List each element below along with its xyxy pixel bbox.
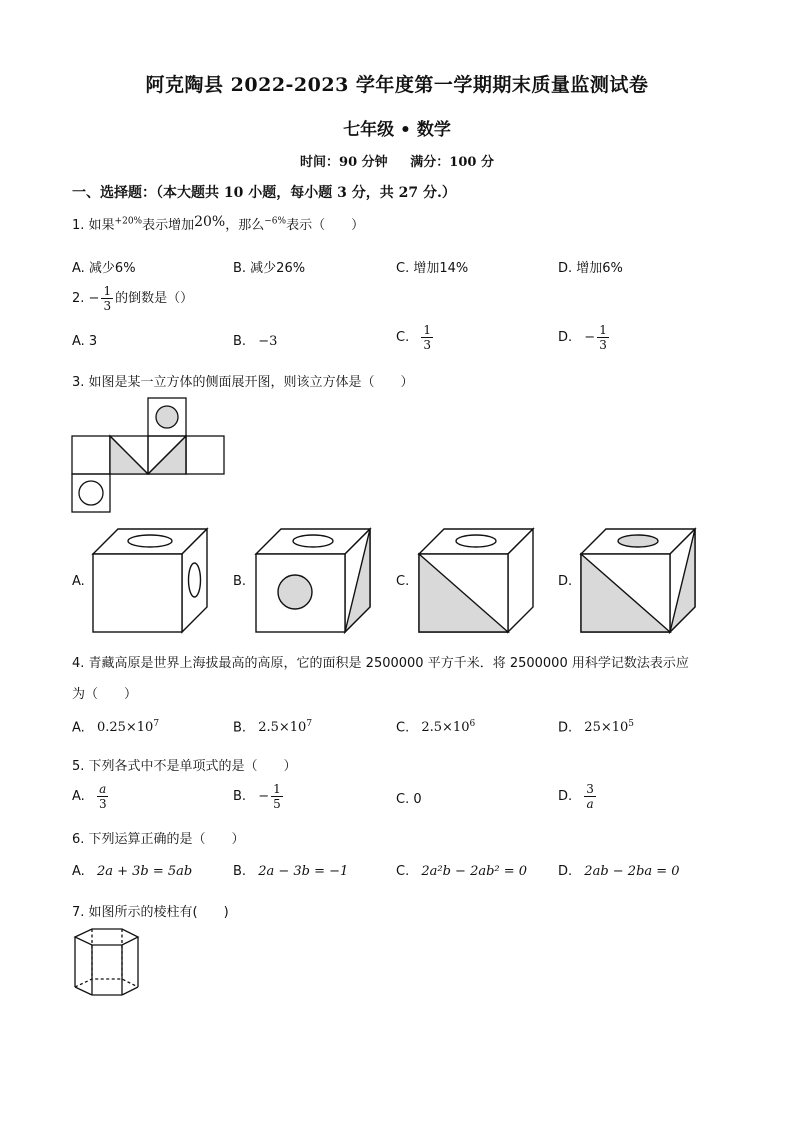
q6-option-a-label: A. [72, 864, 85, 879]
q6-option-d-expression: 2ab − 2ba = 0 [584, 864, 680, 879]
q1-value-3: −6% [264, 216, 287, 227]
q6-option-b-label: B. [233, 864, 247, 879]
q6-option-d-label: D. [558, 864, 573, 879]
q4-option-a-label: A. [72, 720, 85, 736]
q4-option-b-base: 2.5×10 [258, 720, 307, 736]
q6-option-a[interactable] [72, 864, 192, 879]
q6-option-c-expression: 2a²b − 2ab² = 0 [421, 864, 528, 879]
q6-option-b[interactable] [233, 864, 348, 879]
exam-time-info: 时间：90 分钟 满分：100 分 [300, 155, 494, 170]
page-title: 阿克陶县 2022-2023 学年度第一学期期末质量监测试卷 [145, 74, 649, 96]
q4-option-d-base: 25×10 [584, 720, 629, 736]
q2-option-b[interactable] [233, 334, 277, 349]
q5-option-b-fraction [271, 782, 283, 811]
q2-option-d[interactable] [558, 323, 611, 352]
q4-option-b[interactable] [233, 719, 312, 735]
q3-option-d-label[interactable]: D. [558, 574, 573, 589]
q1-value-2: 20% [194, 214, 226, 230]
q3-option-b-label[interactable]: B. [233, 574, 247, 589]
q1-text-4: 表示（ ） [286, 218, 365, 233]
q4-option-c-base: 2.5×10 [421, 720, 470, 736]
q5-option-b-numerator: 1 [273, 782, 281, 796]
q6-option-d[interactable] [558, 864, 680, 879]
q1-option-a[interactable]: A. 减少6% [72, 261, 136, 276]
q5-option-a-fraction [97, 782, 109, 811]
q4-option-c-label: C. [396, 720, 410, 736]
q2-option-d-minus: − [584, 330, 596, 345]
q1-text-1: 1. 如果 [72, 218, 115, 233]
section-heading: 一、选择题：（本大题共 10 小题，每小题 3 分，共 27 分.） [72, 185, 456, 201]
q5-option-d-fraction [584, 782, 596, 811]
q2-fraction [101, 284, 113, 313]
question-4-line-1: 4. 青藏高原是世界上海拔最高的高原，它的面积是 2500000 平方千米．将 2500000 用科学记数法表示应 [72, 656, 689, 671]
q1-option-c[interactable]: C. 增加14% [396, 261, 469, 276]
q4-option-b-exponent: 7 [306, 719, 313, 729]
q5-option-d[interactable] [558, 782, 598, 811]
q2-option-d-label: D. [558, 330, 573, 345]
q1-text-3: ，那么 [225, 218, 265, 233]
q3-option-a-cube[interactable] [90, 527, 210, 635]
question-5: 5. 下列各式中不是单项式的是（ ） [72, 759, 297, 774]
q5-option-a[interactable] [72, 782, 111, 811]
q3-option-c-cube[interactable] [416, 527, 536, 635]
q4-option-a-exponent: 7 [153, 719, 160, 729]
q3-option-d-cube[interactable] [578, 527, 698, 635]
q4-option-a[interactable] [72, 719, 159, 735]
q6-option-a-expression: 2a + 3b = 5ab [96, 864, 193, 879]
question-2 [72, 284, 193, 313]
q1-text-2: 表示增加 [142, 218, 195, 233]
q5-option-a-label: A. [72, 789, 85, 804]
q5-option-d-numerator: 3 [586, 782, 594, 796]
q6-option-b-expression: 2a − 3b = −1 [258, 864, 349, 879]
q4-option-d[interactable] [558, 719, 634, 735]
q4-option-a-base: 0.25×10 [96, 720, 154, 736]
q2-option-c-fraction [421, 323, 433, 352]
page-subtitle: 七年级 • 数学 [343, 120, 451, 140]
question-3: 3. 如图是某一立方体的侧面展开图，则该立方体是（ ） [72, 375, 414, 390]
q2-option-d-fraction [597, 323, 609, 352]
q5-option-b-denominator: 5 [273, 797, 281, 811]
question-4-line-2: 为（ ） [72, 687, 138, 702]
q2-option-d-numerator: 1 [599, 323, 607, 337]
q5-option-c[interactable]: C. 0 [396, 792, 422, 807]
question-7: 7. 如图所示的棱柱有( ) [72, 905, 229, 920]
q1-option-b[interactable]: B. 减少26% [233, 261, 306, 276]
q3-option-b-cube[interactable] [253, 527, 373, 635]
q5-option-a-numerator: a [99, 782, 107, 796]
q5-option-d-denominator: a [586, 797, 594, 811]
q2-fraction-denominator: 3 [103, 299, 112, 313]
q2-option-c-label: C. [396, 330, 410, 345]
q1-value-1: +20% [114, 216, 143, 227]
pentagonal-prism-figure [72, 925, 142, 1000]
q4-option-b-label: B. [233, 720, 247, 736]
q2-fraction-numerator: 1 [103, 284, 112, 298]
q2-option-c[interactable] [396, 323, 435, 352]
q2-option-d-denominator: 3 [599, 338, 607, 352]
q2-option-a[interactable]: A. 3 [72, 334, 98, 349]
q5-option-d-label: D. [558, 789, 573, 804]
q2-minus: − [88, 291, 100, 306]
q4-option-d-label: D. [558, 720, 573, 736]
q2-text: 的倒数是（） [115, 291, 194, 306]
q5-option-a-denominator: 3 [98, 797, 107, 811]
q2-option-b-label: B. [233, 334, 247, 349]
q5-option-b[interactable] [233, 782, 285, 811]
q4-option-c-exponent: 6 [469, 719, 476, 729]
cube-net-figure [72, 397, 232, 512]
q4-option-c[interactable] [396, 719, 475, 735]
q2-number: 2. [72, 291, 85, 306]
question-1 [72, 214, 364, 233]
q1-option-d[interactable]: D. 增加6% [558, 261, 623, 276]
q4-option-d-exponent: 5 [628, 719, 635, 729]
q2-option-c-numerator: 1 [423, 323, 431, 337]
q3-option-c-label[interactable]: C. [396, 574, 410, 589]
question-6: 6. 下列运算正确的是（ ） [72, 832, 245, 847]
q6-option-c-label: C. [396, 864, 410, 879]
q6-option-c[interactable] [396, 864, 527, 879]
q2-option-b-value: −3 [258, 334, 278, 349]
q3-option-a-label[interactable]: A. [72, 574, 85, 589]
q5-option-b-label: B. [233, 789, 247, 804]
q5-option-b-minus: − [258, 789, 270, 804]
q2-option-c-denominator: 3 [423, 338, 431, 352]
